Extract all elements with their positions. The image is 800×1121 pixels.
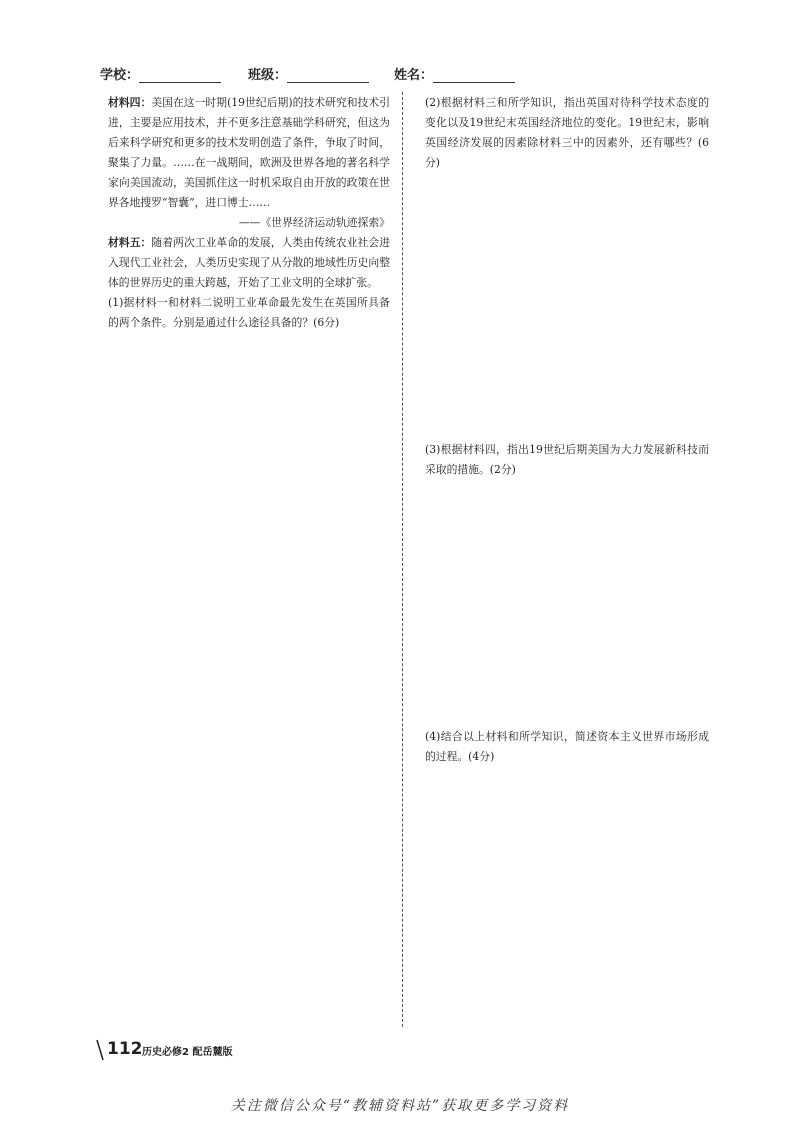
material5-paragraph [108,233,390,293]
class-label: 班级： [248,68,288,83]
class-field [248,64,369,83]
class-input-line[interactable] [287,68,369,83]
question-2: (2)根据材料三和所学知识，指出英国对待科学技术态度的变化以及19世纪末英国经济地位的变化。19世纪末，影响英国经济发展的因素除材料三中的因素外，还有哪些？(6分) [425,96,709,169]
question-3: (3)根据材料四，指出19世纪后期美国为大力发展新科技而采取的措施。(2分) [425,443,709,476]
name-input-line[interactable] [433,68,515,83]
material5-title: 材料五： [108,236,152,249]
material4-source: ——《世界经济运动轨迹探索》 [238,216,390,229]
page-number: 112 [107,1039,143,1059]
school-field [100,64,221,83]
school-label: 学校： [100,68,140,83]
name-label: 姓名： [394,68,434,83]
student-info-header [100,64,620,88]
left-column [108,93,390,333]
material4-paragraph [108,93,390,213]
material4-title: 材料四： [108,96,152,109]
promo-note: 关注微信公众号“教辅资料站”获取更多学习资料 [230,1098,570,1114]
question-1: (1)据材料一和材料二说明工业革命最先发生在英国所具备的两个条件。分别是通过什么途径具备的？(6分) [108,296,390,329]
name-field [394,64,515,83]
slash-mark-icon [95,1039,105,1061]
question-4: (4)结合以上材料和所学知识，简述资本主义世界市场形成的过程。(4分) [425,730,709,763]
school-input-line[interactable] [139,68,221,83]
material5-text: 随着两次工业革命的发展，人类由传统农业社会进入现代工业社会，人类历史实现了从分散的地域性历史向整体的世界历史的重大跨越，开始了工业文明的全球扩张。 [108,236,391,289]
column-divider [402,92,403,1027]
material4-text: 美国在这一时期(19世纪后期)的技术研究和技术引进，主要是应用技术，并不更多注意基础学科研究，但这为后来科学研究和更多的技术发明创造了条件，争取了时间，聚集了力量。……在一战期间，欧洲及世界各地的著名科学家向美国流动，美国抓住这一时机采取自由开放的政策在世界各地搜罗“智囊”，进口博士…… [108,96,391,209]
book-title: 历史必修2 配岳麓版 [142,1047,233,1058]
